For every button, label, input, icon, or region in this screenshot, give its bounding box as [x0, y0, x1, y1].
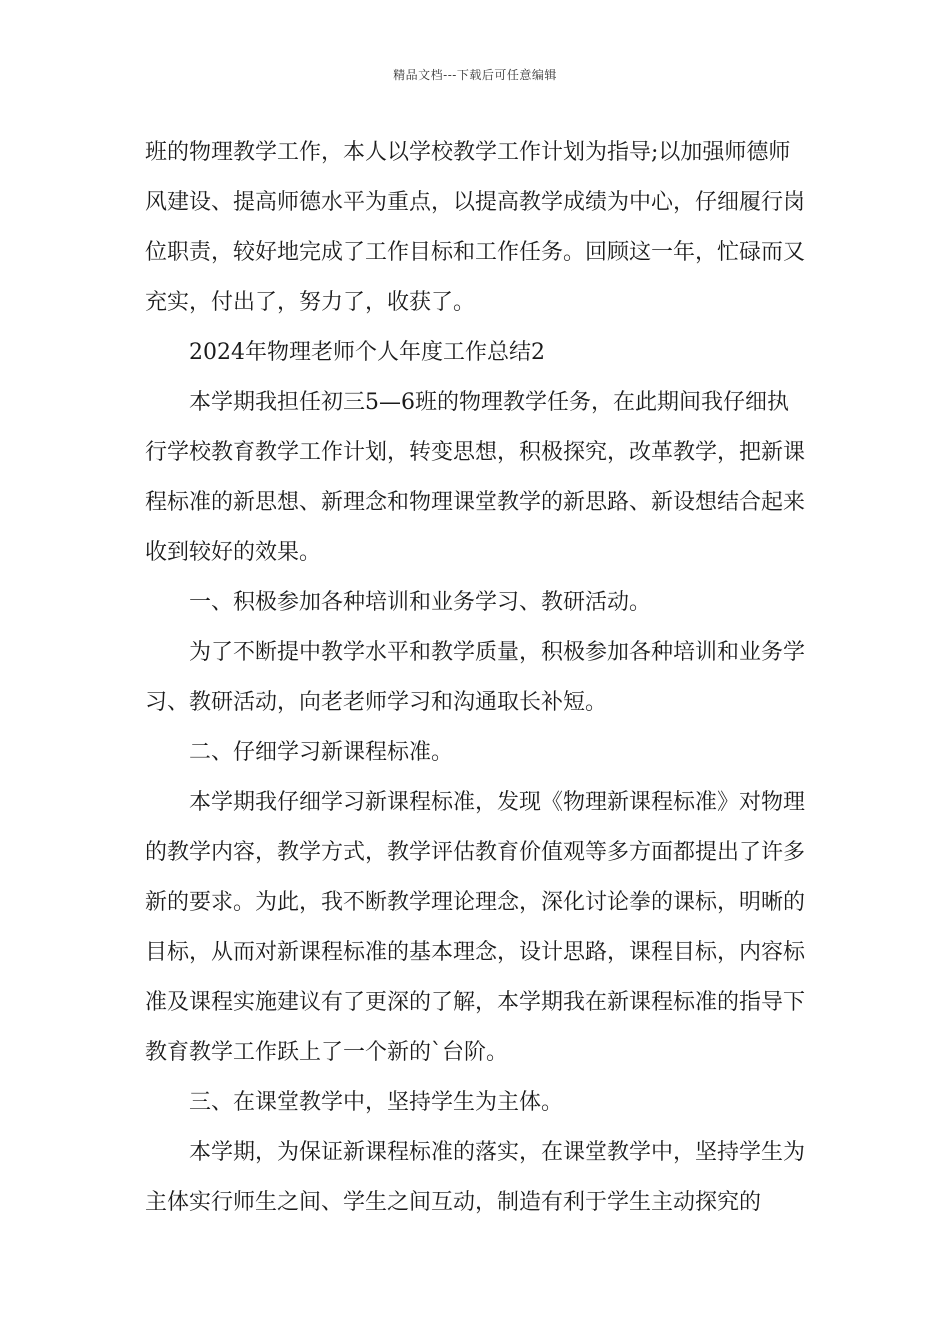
paragraph-continuation: 班的物理教学工作，本人以学校教学工作计划为指导;以加强师德师风建设、提高师德水平为重点，以提高教学成绩为中心，仔细履行岗位职责，较好地完成了工作目标和工作任务。回顾这一年，忙碌而又充实，付出了，努力了，收获了。: [145, 140, 806, 315]
paragraph-two: 本学期我仔细学习新课程标准，发现《物理新课程标准》对物理的教学内容，教学方式，教学评估教育价值观等多方面都提出了许多新的要求。为此，我不断教学理论理念，深化讨论拳的课标，明晰的目标，从而对新课程标准的基本理念，设计思路，课程目标，内容标准及课程实施建议有了更深的了解，本学期我在新课程标准的指导下教育教学工作跃上了一个新的`台阶。: [145, 790, 806, 1065]
section-title: 2024年物理老师个人年度工作总结2: [189, 340, 545, 365]
document-body: [145, 128, 810, 1228]
paragraph-intro: 本学期我担任初三5—6班的物理教学任务，在此期间我仔细执行学校教育教学工作计划，转变思想，积极探究，改革教学，把新课程标准的新思想、新理念和物理课堂教学的新思路、新设想结合起来收到较好的效果。: [145, 390, 806, 565]
heading-one: 一、积极参加各种培训和业务学习、教研活动。: [189, 590, 652, 615]
heading-three: 三、在课堂教学中，坚持学生为主体。: [189, 1090, 564, 1115]
paragraph-one: 为了不断提中教学水平和教学质量，积极参加各种培训和业务学习、教研活动，向老老师学习和沟通取长补短。: [145, 640, 806, 715]
heading-two: 二、仔细学习新课程标准。: [189, 740, 454, 765]
page-header: 精品文档---下载后可任意编辑: [393, 68, 557, 82]
paragraph-three: 本学期，为保证新课程标准的落实，在课堂教学中，坚持学生为主体实行师生之间、学生之间互动，制造有利于学生主动探究的: [145, 1140, 806, 1215]
